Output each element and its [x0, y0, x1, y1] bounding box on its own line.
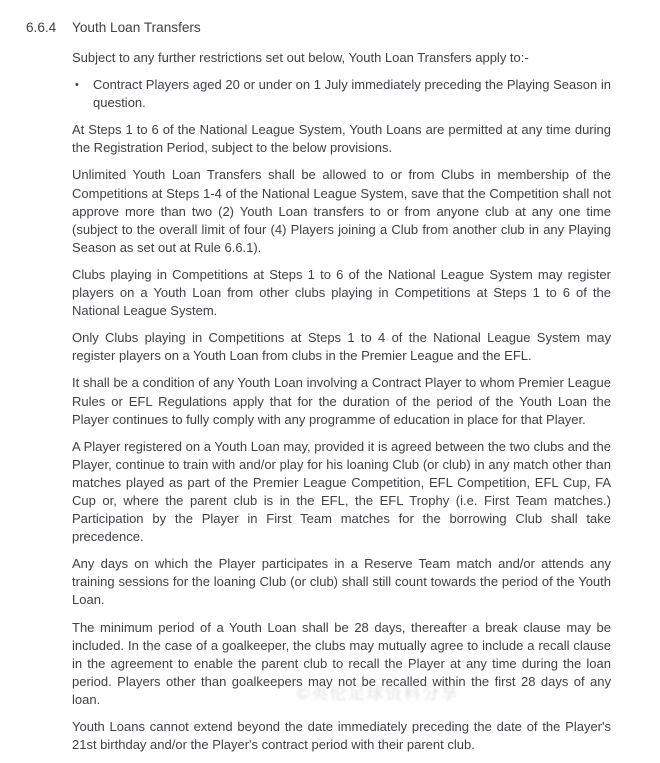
bullet-text: Contract Players aged 20 or under on 1 July immediately preceding the Playing Season in question.	[93, 77, 611, 111]
bullet-item	[72, 76, 611, 112]
paragraph: Any days on which the Player participates in a Reserve Team match and/or attends any training sessions for the loaning Club (or club) shall still count towards the period of the Youth Loan.	[72, 556, 611, 608]
paragraph: Clubs playing in Competitions at Steps 1 to 6 of the National League System may register players on a Youth Loan from other clubs playing in Competitions at Steps 1 to 6 of the National League System.	[72, 266, 611, 319]
body-column	[72, 49, 611, 754]
section-title: Youth Loan Transfers	[72, 20, 201, 35]
intro-paragraph: Subject to any further restrictions set out below, Youth Loan Transfers apply to:-	[72, 50, 529, 65]
paragraph: Youth Loans cannot extend beyond the date immediately preceding the date of the Player's 21st birthday and/or the Player's contract period with their parent club.	[72, 719, 611, 753]
paragraph: At Steps 1 to 6 of the National League System, Youth Loans are permitted at any time during the Registration Period, subject to the below provisions.	[72, 122, 611, 156]
paragraph: The minimum period of a Youth Loan shall be 28 days, thereafter a break clause may be included. In the case of a goalkeeper, the clubs may mutually agree to include a recall clause in the agreement to enable the parent club to recall the Player at any time during the loan period. Players other than goalkeepers may not be recalled within the first 28 days of any loan.	[72, 619, 611, 707]
watermark: ©英伦足球资料分享	[297, 684, 460, 703]
paragraph: A Player registered on a Youth Loan may, provided it is agreed between the two clubs and the Player, continue to train with and/or play for his loaning Club (or club) in any match other than matches played as part of the Premier League Competition, EFL Competition, EFL Cup, FA Cup or, where the parent club is in the EFL, the EFL Trophy (i.e. First Team matches.) Participation by the Player in First Team matches for the borrowing Club shall take precedence.	[72, 438, 611, 545]
document-content	[26, 19, 611, 763]
section-heading	[26, 19, 611, 37]
bullet-marker: •	[75, 79, 79, 92]
paragraph: It shall be a condition of any Youth Loan involving a Contract Player to whom Premier League Rules or EFL Regulations apply that for the duration of the period of the Youth Loan the Player continues to fully comply with any programme of education in place for that Player.	[72, 375, 611, 427]
section-number: 6.6.4	[26, 20, 57, 35]
paragraph: Unlimited Youth Loan Transfers shall be allowed to or from Clubs in membership of the Competitions at Steps 1-4 of the National League System, save that the Competition shall not approve more than two (2) Youth Loan transfers to or from anyone club at any one time (subject to the overall limit of four (4) Players joining a Club from another club in any Playing Season as set out at Rule 6.6.1).	[72, 167, 611, 255]
paragraph: Only Clubs playing in Competitions at Steps 1 to 4 of the National League System may register players on a Youth Loan from clubs in the Premier League and the EFL.	[72, 330, 611, 364]
